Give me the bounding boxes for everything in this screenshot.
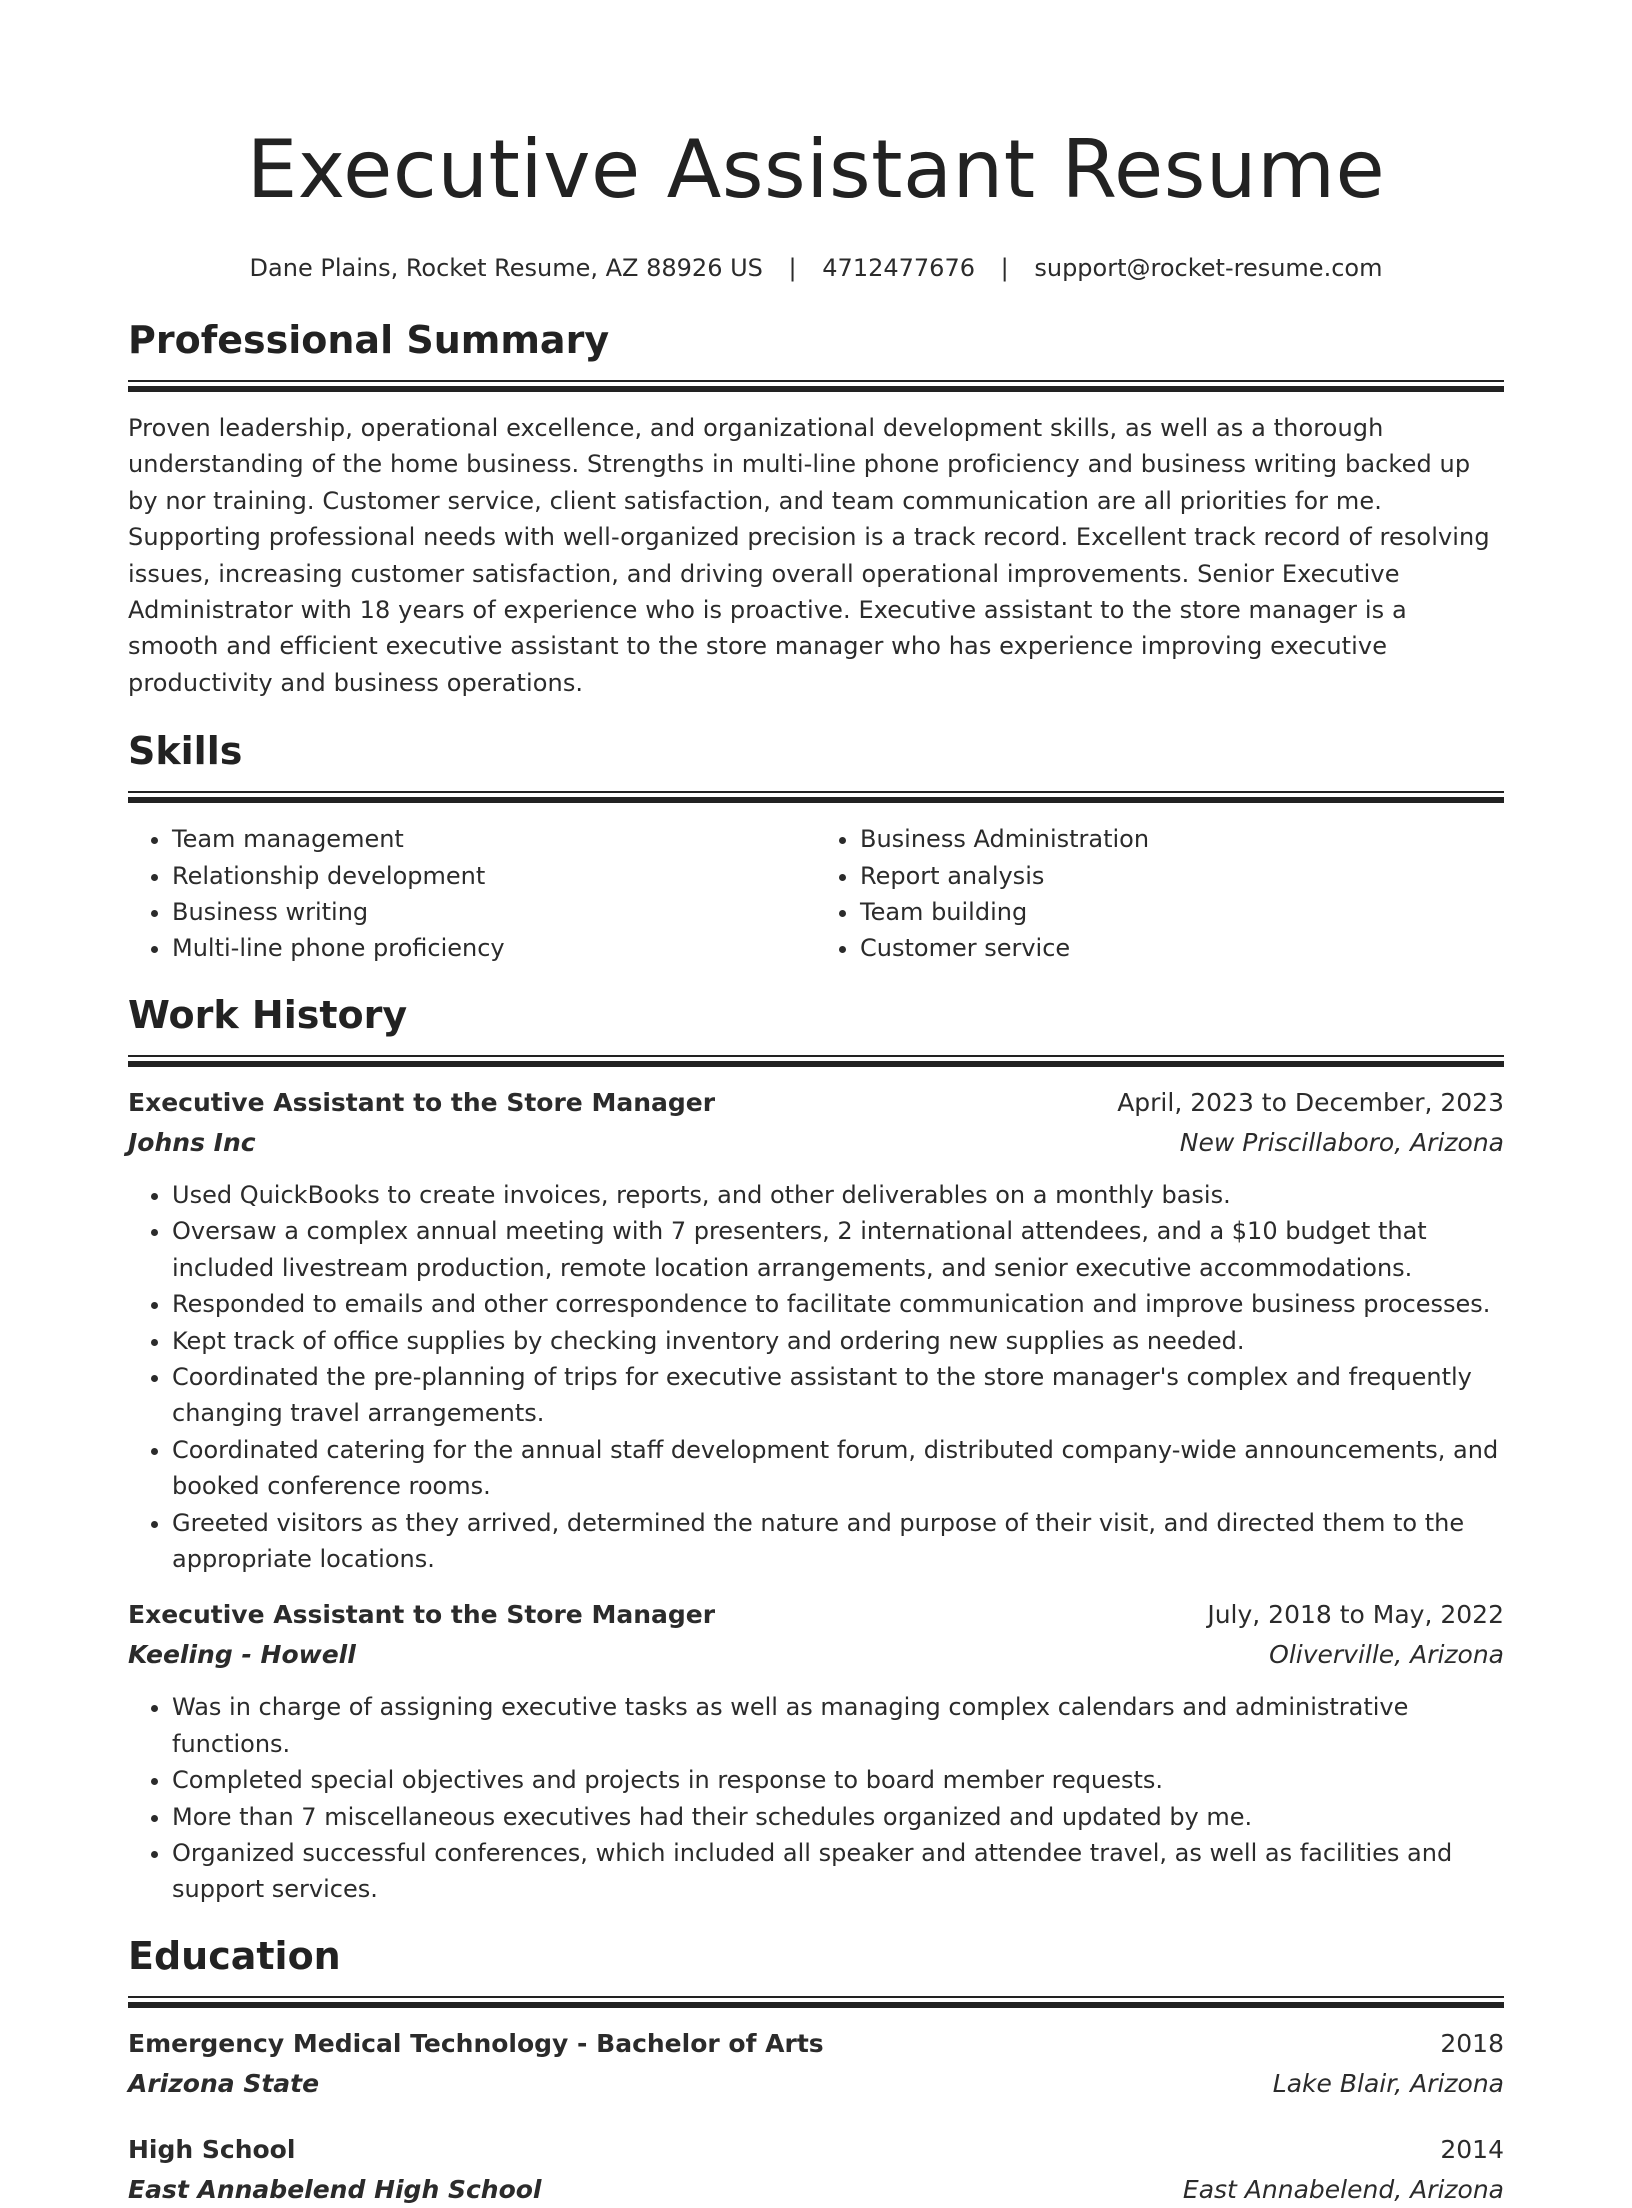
contact-phone: 4712477676 xyxy=(822,254,975,282)
job-bullets xyxy=(128,1177,1504,1577)
job-bullet: • Oversaw a complex annual meeting with 7 presenters, 2 international attendees, and a $10 budget that included livestream production, remote location arrangements, and senior executive accommodations. xyxy=(172,1213,1504,1286)
education-degree: Emergency Medical Technology - Bachelor of Arts xyxy=(128,2028,824,2058)
skill-item: • Team building xyxy=(860,894,1504,930)
education-entry xyxy=(128,2132,1504,2208)
job-bullet: • Completed special objectives and projects in response to board member requests. xyxy=(172,1762,1504,1798)
job-bullet: • Coordinated the pre-planning of trips for executive assistant to the store manager's complex and frequently changing travel arrangements. xyxy=(172,1359,1504,1432)
section-heading-skills: Skills xyxy=(128,729,243,774)
work-section xyxy=(128,991,1504,1908)
summary-text: Proven leadership, operational excellence, and organizational development skills, as well as a thorough understanding of the home business. Strengths in multi-line phone proficiency and business writing backed up by nor training. Customer service, client satisfaction, and team communication are all priorities for me. Supporting professional needs with well-organized precision is a track record. Excellent track record of resolving issues, increasing customer satisfaction, and driving overall operational improvements. Senior Executive Administrator with 18 years of experience who is proactive. Executive assistant to the store manager is a smooth and efficient executive assistant to the store manager who has experience improving executive productivity and business operations. xyxy=(128,414,1490,697)
education-year: 2014 xyxy=(1440,2134,1504,2164)
education-location: East Annabelend, Arizona xyxy=(1182,2174,1504,2204)
skill-item: • Relationship development xyxy=(172,858,816,894)
job-bullet: • More than 7 miscellaneous executives had their schedules organized and updated by me. xyxy=(172,1799,1504,1835)
job-title: Executive Assistant to the Store Manager xyxy=(128,1600,716,1630)
job-bullet: • Kept track of office supplies by checking inventory and ordering new supplies as needed. xyxy=(172,1323,1504,1359)
job-bullet: • Organized successful conferences, which included all speaker and attendee travel, as well as facilities and support services. xyxy=(172,1835,1504,1908)
job-location: New Priscillaboro, Arizona xyxy=(1179,1127,1504,1157)
contact-separator: | xyxy=(788,254,797,282)
job-bullet: • Responded to emails and other correspondence to facilitate communication and improve business processes. xyxy=(172,1286,1504,1322)
skill-item: • Business Administration xyxy=(860,821,1504,857)
section-divider xyxy=(128,380,1504,392)
education-degree: High School xyxy=(128,2134,296,2164)
skill-item: • Customer service xyxy=(860,930,1504,966)
job-bullet: • Coordinated catering for the annual staff development forum, distributed company-wide announcements, and booked conference rooms. xyxy=(172,1432,1504,1505)
skill-item: • Report analysis xyxy=(860,858,1504,894)
job-bullet: • Used QuickBooks to create invoices, reports, and other deliverables on a monthly basis. xyxy=(172,1177,1504,1213)
job-company: Keeling - Howell xyxy=(128,1640,356,1670)
skills-column-right xyxy=(816,821,1504,967)
section-heading-education: Education xyxy=(128,1933,341,1978)
contact-line xyxy=(128,252,1504,284)
job-location: Oliverville, Arizona xyxy=(1269,1640,1504,1670)
job-title: Executive Assistant to the Store Manager xyxy=(128,1087,716,1117)
education-location: Lake Blair, Arizona xyxy=(1272,2068,1504,2098)
skills-list xyxy=(128,821,1504,967)
job-bullet: • Was in charge of assigning executive tasks as well as managing complex calendars and administrative functions. xyxy=(172,1689,1504,1762)
job-bullet: • Greeted visitors as they arrived, determined the nature and purpose of their visit, and directed them to the appropriate locations. xyxy=(172,1505,1504,1578)
job-dates: April, 2023 to December, 2023 xyxy=(1117,1087,1504,1117)
education-section xyxy=(128,1932,1504,2208)
skill-item: • Multi-line phone proficiency xyxy=(172,930,816,966)
skills-column-left xyxy=(128,821,816,967)
contact-address: Dane Plains, Rocket Resume, AZ 88926 US xyxy=(249,254,763,282)
section-heading-work: Work History xyxy=(128,992,408,1037)
summary-section xyxy=(128,316,1504,701)
job-entry xyxy=(128,1085,1504,1577)
education-school: East Annabelend High School xyxy=(128,2174,542,2204)
contact-email: support@rocket-resume.com xyxy=(1034,254,1383,282)
job-dates: July, 2018 to May, 2022 xyxy=(1207,1600,1504,1630)
section-heading-summary: Professional Summary xyxy=(128,318,610,362)
skill-item: • Team management xyxy=(172,821,816,857)
education-school: Arizona State xyxy=(128,2068,320,2098)
section-divider xyxy=(128,1055,1504,1067)
job-bullets xyxy=(128,1689,1504,1907)
education-year: 2018 xyxy=(1440,2028,1504,2058)
skills-section xyxy=(128,727,1504,967)
section-divider xyxy=(128,1996,1504,2008)
contact-separator: | xyxy=(1000,254,1009,282)
page-title: Executive Assistant Resume xyxy=(246,123,1386,216)
job-company: Johns Inc xyxy=(128,1127,256,1157)
education-entry xyxy=(128,2026,1504,2102)
job-entry xyxy=(128,1597,1504,1907)
skill-item: • Business writing xyxy=(172,894,816,930)
section-divider xyxy=(128,791,1504,803)
